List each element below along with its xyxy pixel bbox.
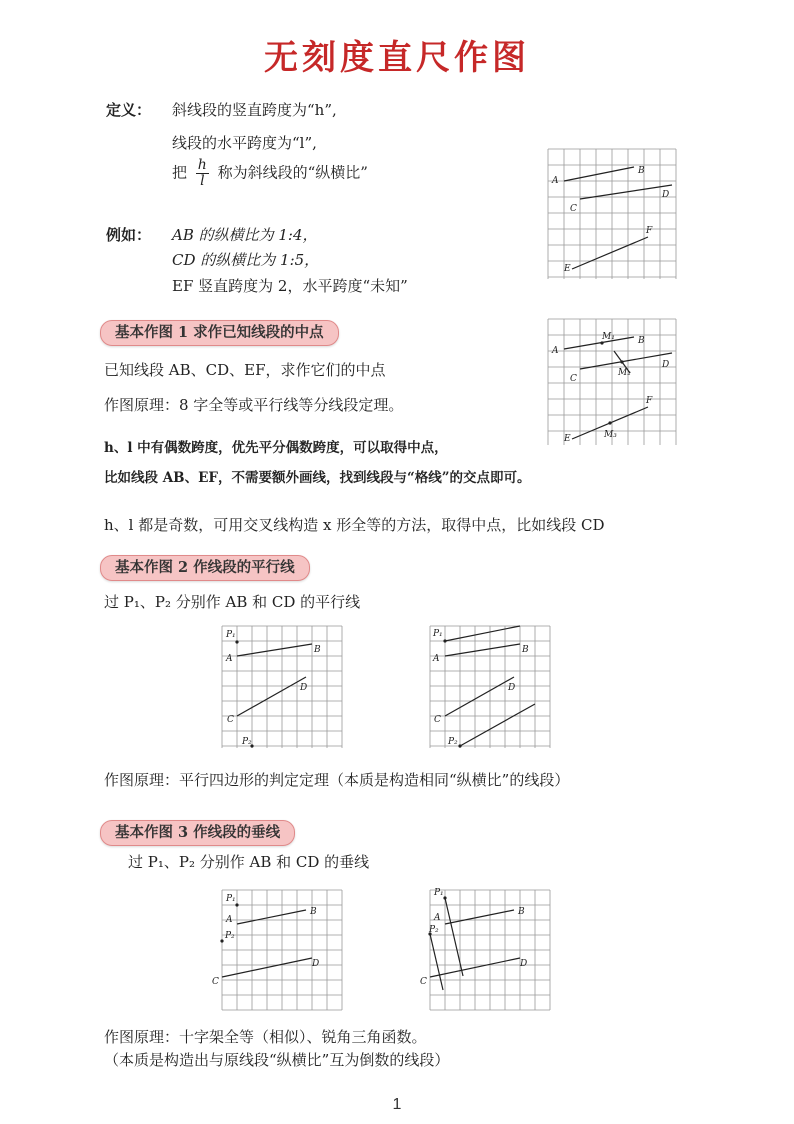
grid-lines [430, 890, 550, 1010]
segment-cd [237, 677, 306, 716]
label-d: D [520, 959, 528, 969]
point-p2 [458, 744, 461, 747]
section-1-line-2: 作图原理：8 字全等或平行线等分线段定理。 [104, 396, 404, 414]
label-p1: P₁ [226, 894, 236, 904]
label-p2: P₂ [242, 737, 252, 747]
definition-line-3-prefix: 把 [172, 163, 188, 182]
parallel-through-p1 [445, 626, 520, 641]
label-m1: M₁ [602, 332, 615, 342]
section-1-line-5: h、l 都是奇数，可用交叉线构造 x 形全等的方法，取得中点，比如线段 CD [104, 516, 605, 534]
definition-line-1: 斜线段的竖直跨度为“h”, [172, 101, 337, 119]
section-2-principle: 作图原理：平行四边形的判定定理（本质是构造相同“纵横比”的线段） [104, 771, 570, 789]
label-b: B [638, 166, 645, 176]
point-p1 [443, 896, 446, 899]
label-d: D [312, 959, 320, 969]
label-d: D [300, 683, 308, 693]
label-d: D [508, 683, 516, 693]
label-c: C [212, 977, 219, 987]
label-b: B [522, 645, 529, 655]
section-3-task: 过 P₁、P₂ 分别作 AB 和 CD 的垂线 [128, 853, 370, 871]
label-e: E [564, 434, 571, 444]
section-1-line-3: h、l 中有偶数跨度，优先平分偶数跨度，可以取得中点， [104, 440, 448, 456]
label-b: B [638, 336, 645, 346]
segment-ab [237, 910, 306, 924]
definition-line-2: 线段的水平跨度为“l”, [172, 134, 317, 152]
midpoint-m2 [620, 360, 623, 363]
example-line-1: AB 的纵横比为 1:4， [172, 226, 318, 244]
figure-perpendicular-given [212, 886, 350, 1016]
definition-line-3 [172, 158, 368, 189]
label-a: A [552, 176, 559, 186]
point-p1 [235, 640, 238, 643]
section-1-line-1: 已知线段 AB、CD、EF，求作它们的中点 [104, 361, 386, 379]
label-c: C [434, 715, 441, 725]
label-b: B [518, 907, 525, 917]
section-3-badge: 基本作图 3 作线段的垂线 [100, 820, 295, 846]
fraction-denominator: l [200, 173, 205, 189]
section-3-principle-1: 作图原理：十字架全等（相似）、锐角三角函数。 [104, 1028, 427, 1046]
label-a: A [226, 915, 233, 925]
segment-ab [445, 910, 514, 924]
page-title: 无刻度直尺作图 [264, 38, 530, 78]
grid-lines [548, 149, 676, 279]
parallel-through-p2 [460, 704, 535, 746]
definition-label: 定义： [106, 101, 152, 119]
label-c: C [570, 374, 577, 384]
label-p2: P₂ [225, 931, 235, 941]
label-m2: M₂ [618, 368, 631, 378]
label-p1: P₁ [434, 888, 444, 898]
label-b: B [314, 645, 321, 655]
section-2-task: 过 P₁、P₂ 分别作 AB 和 CD 的平行线 [104, 593, 361, 611]
fraction-numerator: h [197, 157, 207, 173]
figure-parallel-constructed [426, 622, 558, 752]
label-e: E [564, 264, 571, 274]
label-b: B [310, 907, 317, 917]
label-p1: P₁ [226, 630, 236, 640]
label-d: D [662, 360, 670, 370]
segment-ab [445, 644, 520, 656]
segment-ab [564, 167, 634, 181]
label-a: A [434, 913, 441, 923]
label-p1: P₁ [433, 629, 443, 639]
label-m3: M₃ [604, 430, 617, 440]
label-f: F [646, 226, 653, 236]
page-number: 1 [392, 1096, 402, 1113]
grid-lines [222, 890, 342, 1010]
section-3-principle-2: （本质是构造出与原线段“纵横比”互为倒数的线段） [104, 1051, 450, 1069]
section-2-badge: 基本作图 2 作线段的平行线 [100, 555, 310, 581]
point-p1 [443, 639, 446, 642]
label-a: A [226, 654, 233, 664]
label-c: C [227, 715, 234, 725]
segment-ef [572, 237, 648, 269]
section-1-line-4: 比如线段 AB、EF，不需要额外画线，找到线段与“格线”的交点即可。 [104, 470, 531, 486]
segment-cd [445, 677, 514, 716]
perpendicular-through-p2 [430, 934, 443, 990]
label-a: A [433, 654, 440, 664]
segment-ab [564, 337, 634, 349]
figure-aspect-ratio-grid [542, 145, 682, 285]
figure-perpendicular-constructed [420, 886, 558, 1016]
label-a: A [552, 346, 559, 356]
segment-ab [237, 644, 312, 656]
section-1-badge: 基本作图 1 求作已知线段的中点 [100, 320, 339, 346]
midpoint-m3 [608, 421, 611, 424]
example-line-3: EF 竖直跨度为 2，水平跨度“未知” [172, 277, 408, 295]
label-d: D [662, 190, 670, 200]
label-p2: P₂ [429, 925, 439, 935]
label-c: C [420, 977, 427, 987]
point-p1 [235, 903, 238, 906]
example-line-2: CD 的纵横比为 1:5， [172, 251, 320, 269]
label-c: C [570, 204, 577, 214]
figure-parallel-given [218, 622, 350, 752]
point-p2 [220, 939, 223, 942]
example-label: 例如： [106, 226, 152, 244]
definition-line-3-suffix: 称为斜线段的“纵横比” [217, 163, 368, 182]
figure-midpoint-grid [542, 315, 682, 450]
grid-lines [222, 626, 342, 748]
label-f: F [646, 396, 653, 406]
label-p2: P₂ [448, 737, 458, 747]
aspect-ratio-fraction [196, 158, 209, 189]
